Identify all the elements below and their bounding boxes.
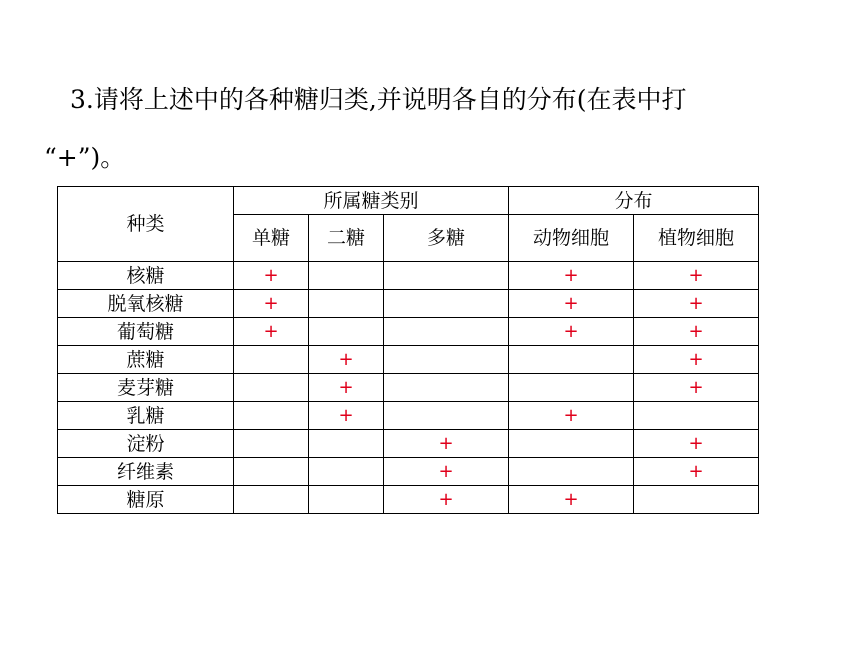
plus-mark: +: [688, 265, 704, 286]
sugar-name-cell: 脱氧核糖: [58, 290, 234, 318]
subheader-plant-cell: 植物细胞: [634, 215, 759, 262]
mark-cell: [384, 430, 509, 458]
table-row: [58, 262, 759, 290]
mark-cell: [509, 374, 634, 402]
table-row: [58, 290, 759, 318]
mark-cell: [384, 318, 509, 346]
mark-cell: [384, 458, 509, 486]
mark-cell: [234, 402, 309, 430]
subheader-disaccharide: 二糖: [309, 215, 384, 262]
plus-mark: +: [688, 349, 704, 370]
table-row: [58, 486, 759, 514]
mark-cell: [634, 262, 759, 290]
mark-cell: [384, 486, 509, 514]
question-text-line2: “+”)。: [44, 143, 126, 172]
plus-mark: +: [688, 461, 704, 482]
plus-mark: +: [688, 321, 704, 342]
mark-cell: [384, 402, 509, 430]
mark-cell: [634, 374, 759, 402]
mark-cell: [384, 290, 509, 318]
mark-cell: [234, 458, 309, 486]
mark-cell: [634, 430, 759, 458]
mark-cell: [509, 486, 634, 514]
mark-cell: [509, 402, 634, 430]
plus-mark: +: [438, 461, 454, 482]
sugar-classification-table: [57, 186, 759, 514]
plus-mark: +: [688, 377, 704, 398]
mark-cell: [309, 318, 384, 346]
mark-cell: [634, 318, 759, 346]
mark-cell: [509, 458, 634, 486]
sugar-name-cell: 乳糖: [58, 402, 234, 430]
table-row: [58, 374, 759, 402]
mark-cell: [309, 262, 384, 290]
subheader-polysaccharide: 多糖: [384, 215, 509, 262]
subheader-monosaccharide: 单糖: [234, 215, 309, 262]
mark-cell: [309, 486, 384, 514]
plus-mark: +: [438, 433, 454, 454]
header-category: 所属糖类别: [234, 187, 509, 215]
plus-mark: +: [563, 405, 579, 426]
plus-mark: +: [338, 349, 354, 370]
table-row: [58, 458, 759, 486]
plus-mark: +: [563, 265, 579, 286]
table-row: [58, 346, 759, 374]
mark-cell: [234, 318, 309, 346]
plus-mark: +: [263, 321, 279, 342]
mark-cell: [509, 346, 634, 374]
header-kind: 种类: [58, 187, 234, 262]
mark-cell: [634, 402, 759, 430]
mark-cell: [309, 430, 384, 458]
mark-cell: [234, 290, 309, 318]
sugar-name-cell: 糖原: [58, 486, 234, 514]
mark-cell: [634, 290, 759, 318]
mark-cell: [234, 486, 309, 514]
plus-mark: +: [338, 377, 354, 398]
plus-mark: +: [563, 293, 579, 314]
sugar-name-cell: 蔗糖: [58, 346, 234, 374]
mark-cell: [509, 290, 634, 318]
table-row: [58, 318, 759, 346]
plus-mark: +: [263, 265, 279, 286]
question-text-line1: 3.请将上述中的各种糖归类,并说明各自的分布(在表中打: [70, 85, 687, 114]
mark-cell: [309, 346, 384, 374]
sugar-name-cell: 葡萄糖: [58, 318, 234, 346]
mark-cell: [234, 374, 309, 402]
table-row: [58, 430, 759, 458]
header-distribution: 分布: [509, 187, 759, 215]
table-row: [58, 402, 759, 430]
plus-mark: +: [438, 489, 454, 510]
mark-cell: [384, 374, 509, 402]
mark-cell: [509, 318, 634, 346]
mark-cell: [309, 374, 384, 402]
mark-cell: [384, 346, 509, 374]
sugar-name-cell: 核糖: [58, 262, 234, 290]
plus-mark: +: [263, 293, 279, 314]
plus-mark: +: [338, 405, 354, 426]
mark-cell: [634, 346, 759, 374]
mark-cell: [234, 430, 309, 458]
mark-cell: [384, 262, 509, 290]
sugar-name-cell: 淀粉: [58, 430, 234, 458]
sugar-name-cell: 纤维素: [58, 458, 234, 486]
mark-cell: [234, 262, 309, 290]
mark-cell: [634, 458, 759, 486]
mark-cell: [309, 290, 384, 318]
plus-mark: +: [563, 321, 579, 342]
mark-cell: [309, 458, 384, 486]
mark-cell: [234, 346, 309, 374]
mark-cell: [509, 262, 634, 290]
sugar-name-cell: 麦芽糖: [58, 374, 234, 402]
plus-mark: +: [688, 293, 704, 314]
subheader-animal-cell: 动物细胞: [509, 215, 634, 262]
mark-cell: [509, 430, 634, 458]
plus-mark: +: [688, 433, 704, 454]
mark-cell: [309, 402, 384, 430]
mark-cell: [634, 486, 759, 514]
plus-mark: +: [563, 489, 579, 510]
